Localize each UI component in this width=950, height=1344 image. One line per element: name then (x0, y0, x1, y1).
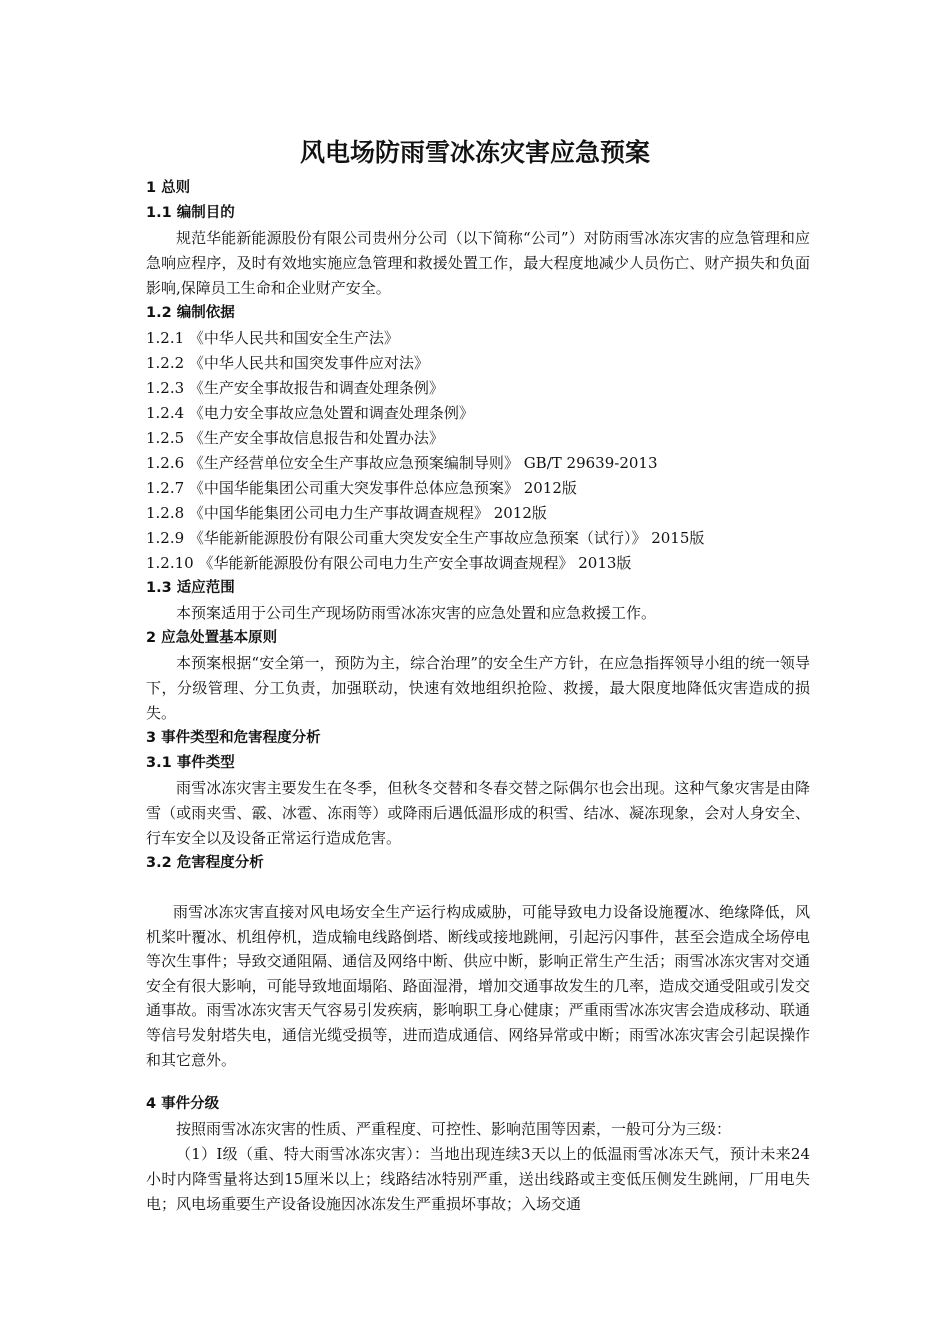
section-2-paragraph: 本预案根据“安全第一，预防为主，综合治理”的安全生产方针，在应急指挥领导小组的统一领导下，分级管理、分工负责，加强联动，快速有效地组织抢险、救援，最大限度地降低灾害造成的损失。 (146, 654, 810, 722)
reference-item: 1.2.6 《生产经营单位安全生产事故应急预案编制导则》 GB/T 29639-2013 (146, 454, 658, 472)
section-2-heading: 2 应急处置基本原则 (146, 630, 278, 646)
section-3-heading: 3 事件类型和危害程度分析 (146, 730, 321, 746)
section-3-2-heading: 3.2 危害程度分析 (146, 855, 264, 871)
section-1-2-heading: 1.2 编制依据 (146, 305, 235, 321)
reference-item: 1.2.7 《中国华能集团公司重大突发事件总体应急预案》 2012版 (146, 479, 577, 497)
reference-item: 1.2.4 《电力安全事故应急处置和调查处理条例》 (146, 404, 474, 422)
section-3-1-heading: 3.1 事件类型 (146, 755, 235, 771)
reference-item: 1.2.5 《生产安全事故信息报告和处置办法》 (146, 429, 444, 447)
reference-item: 1.2.1 《中华人民共和国安全生产法》 (146, 329, 399, 347)
section-1-3-heading: 1.3 适应范围 (146, 580, 235, 596)
section-4-level-1: （1）Ⅰ级（重、特大雨雪冰冻灾害）：当地出现连续3天以上的低温雨雪冰冻天气，预计未来24小时内降雪量将达到15厘米以上；线路结冰特别严重，送出线路或主变低压侧发生跳闸，厂用电失电；风电场重要生产设备设施因冰冻发生严重损坏事故；入场交通 (146, 1145, 810, 1214)
reference-item: 1.2.2 《中华人民共和国突发事件应对法》 (146, 354, 429, 372)
section-1-3-paragraph: 本预案适用于公司生产现场防雨雪冰冻灾害的应急处置和应急救援工作。 (176, 604, 657, 622)
reference-item: 1.2.3 《生产安全事故报告和调查处理条例》 (146, 379, 444, 397)
reference-item: 1.2.8 《中国华能集团公司电力生产事故调查规程》 2012版 (146, 504, 547, 522)
section-3-2-paragraph: 雨雪冰冻灾害直接对风电场安全生产运行构成威胁，可能导致电力设备设施覆冰、绝缘降低，风机桨叶覆冰、机组停机，造成输电线路倒塔、断线或接地跳闸，引起污闪事件，甚至会造成全场停电等次生事件；导致交通阻隔、通信及网络中断、供应中断，影响正常生产生活；雨雪冰冻灾害对交通安全有很大影响，可能导致地面塌陷、路面湿滑，增加交通事故发生的几率，造成交通受阻或引发交通事故。雨雪冰冻灾害天气容易引发疾病，影响职工身心健康；严重雨雪冰冻灾害会造成移动、联通等信号发射塔失电，通信光缆受损等，进而造成通信、网络异常或中断；雨雪冰冻灾害会引起误操作和其它意外。 (146, 903, 810, 1069)
document-body (146, 176, 810, 1217)
spacer (146, 1072, 810, 1092)
section-3-1-paragraph: 雨雪冰冻灾害主要发生在冬季，但秋冬交替和冬春交替之际偶尔也会出现。这种气象灾害是由降雪（或雨夹雪、霰、冰雹、冻雨等）或降雨后遇低温形成的积雪、结冰、凝冻现象，会对人身安全、行车安全以及设备正常运行造成危害。 (146, 779, 810, 847)
section-4-heading: 4 事件分级 (146, 1096, 220, 1113)
document-title: 风电场防雨雪冰冻灾害应急预案 (299, 138, 650, 167)
section-1-1-paragraph: 规范华能新能源股份有限公司贵州分公司（以下简称“公司”）对防雨雪冰冻灾害的应急管理和应急响应程序，及时有效地实施应急管理和救援处置工作，最大程度地减少人员伤亡、财产损失和负面影响,保障员工生命和企业财产安全。 (146, 229, 810, 297)
section-1-1-heading: 1.1 编制目的 (146, 205, 235, 221)
section-4-intro: 按照雨雪冰冻灾害的性质、严重程度、可控性、影响范围等因素，一般可分为三级： (176, 1120, 732, 1139)
spacer (146, 876, 810, 900)
reference-item: 1.2.10 《华能新能源股份有限公司电力生产安全事故调查规程》 2013版 (146, 554, 632, 572)
reference-item: 1.2.9 《华能新能源股份有限公司重大突发安全生产事故应急预案（试行）》 2015版 (146, 529, 705, 547)
section-1-heading: 1 总则 (146, 180, 191, 196)
